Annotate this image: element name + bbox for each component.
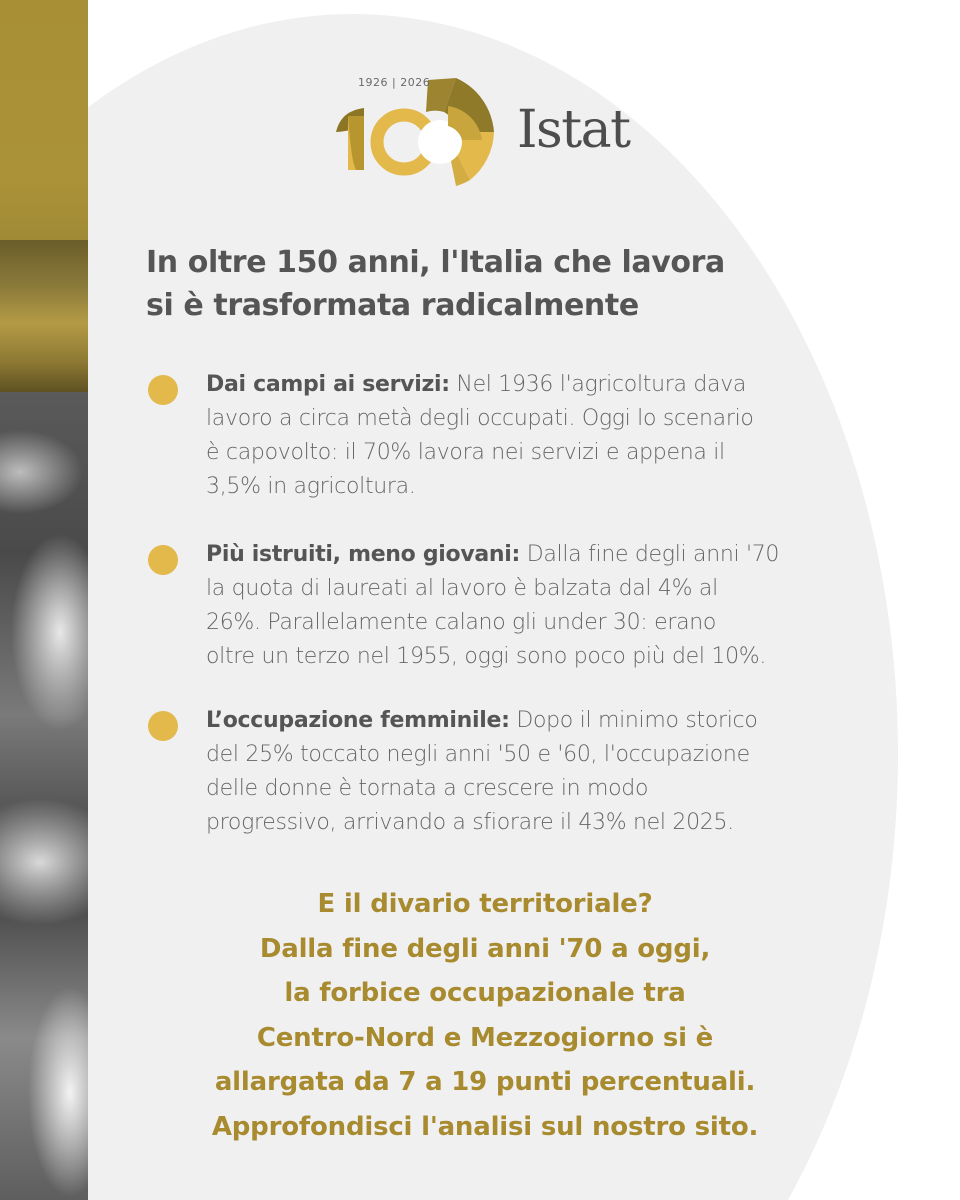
bullet-line: lavoro a circa metà degli occupati. Oggi lo scenario (206, 406, 754, 431)
closing-line: E il divario territoriale? (317, 889, 653, 919)
bullet-heading: L’occupazione femminile: (206, 708, 510, 733)
bullet-dot-icon (148, 711, 178, 741)
bullet-line: progressivo, arrivando a sfiorare il 43% nel 2025. (206, 810, 734, 835)
istat-logo (334, 72, 634, 192)
bullet-dot-icon (148, 545, 178, 575)
bullet-line: delle donne è tornata a crescere in modo (206, 776, 649, 801)
bullet-dot-icon (148, 375, 178, 405)
bullet-line (206, 538, 886, 572)
bullet-text (206, 704, 886, 840)
bullet-text (206, 368, 886, 504)
bullet-line: del 25% toccato negli anni '50 e '60, l'occupazione (206, 742, 750, 767)
closing-line: Centro-Nord e Mezzogiorno si è (256, 1022, 714, 1053)
bullet-line (206, 368, 886, 402)
bullet-line-text: Dopo il minimo storico (509, 708, 758, 733)
closing-line: allargata da 7 a 19 punti percentuali. (214, 1067, 756, 1097)
side-photo-strip (0, 0, 88, 1200)
photo-gold-tint (0, 0, 88, 240)
bullet-heading: Più istruiti, meno giovani: (206, 542, 521, 567)
closing-line: Dalla fine degli anni '70 a oggi, (259, 933, 711, 964)
closing-line: Approfondisci l'analisi sul nostro sito. (211, 1111, 759, 1142)
closing-line: la forbice occupazionale tra (284, 978, 686, 1008)
photo-sepia-band (0, 240, 88, 392)
bullet-line-text: Dalla fine degli anni '70 (520, 542, 780, 567)
logo-anniversary-years: 1926 | 2026 (358, 76, 431, 89)
closing-callout (140, 882, 830, 1149)
bullet-heading: Dai campi ai servizi: (206, 372, 450, 397)
page-title-line: si è trasformata radicalmente (146, 288, 639, 323)
bullet-text (206, 538, 886, 674)
page-title (146, 241, 866, 327)
bullet-line: 3,5% in agricoltura. (206, 474, 416, 499)
photo-black-white (0, 392, 88, 1200)
bullet-line: 26%. Parallelamente calano gli under 30: erano (206, 610, 717, 635)
page-title-line: In oltre 150 anni, l'Italia che lavora (146, 245, 725, 280)
logo-wordmark: Istat (517, 100, 630, 160)
bullet-line: la quota di laureati al lavoro è balzata dal 4% al (206, 576, 718, 601)
bullet-line-text: Nel 1936 l'agricoltura dava (449, 372, 747, 397)
istat-100-emblem-icon (334, 72, 504, 192)
bullet-line: è capovolto: il 70% lavora nei servizi e appena il (206, 440, 725, 465)
bullet-line (206, 704, 886, 738)
bullet-line: oltre un terzo nel 1955, oggi sono poco più del 10%. (206, 644, 767, 669)
